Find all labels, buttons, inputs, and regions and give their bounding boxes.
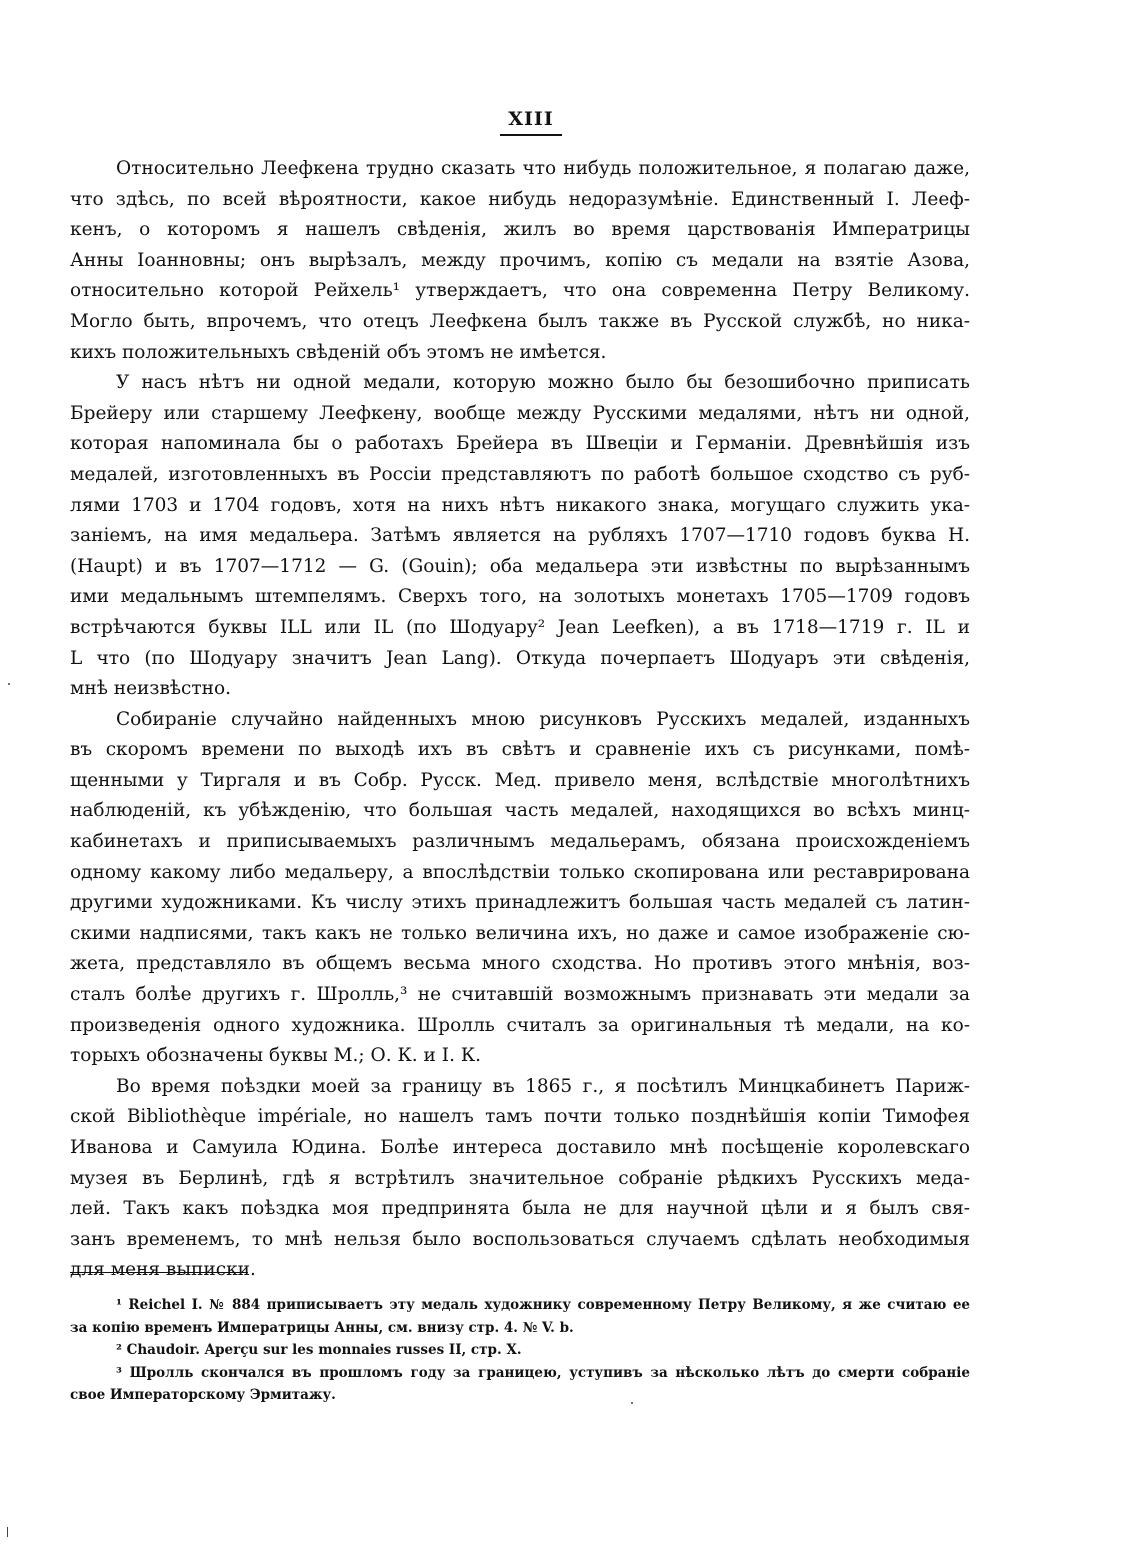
text-line: для меня выписки. bbox=[70, 1259, 256, 1281]
text-line: сталъ болѣе другихъ г. Шролль,³ не считавшій возможнымъ признавать эти медали за bbox=[70, 984, 970, 1006]
footnote-text: Reichel I. № 884 приписываетъ эту медаль художнику современному Петру Великому, я же считаю ее bbox=[128, 1297, 970, 1313]
page-number: XIII bbox=[500, 108, 562, 136]
footnote-marker: ³ bbox=[116, 1364, 122, 1381]
footnotes bbox=[70, 1294, 970, 1407]
text-line: жета, представляло въ общемъ весьма много сходства. Но противъ этого мнѣнія, воз- bbox=[70, 953, 970, 975]
footnote-3 bbox=[70, 1362, 970, 1407]
footnote-line: свое Императорскому Эрмитажу. bbox=[70, 1387, 336, 1403]
scan-speck bbox=[7, 1527, 8, 1537]
text-line: одному какому либо медальеру, а впослѣдствіи только скопирована или реставрирована bbox=[70, 861, 970, 883]
text-line: кихъ положительныхъ свѣденій объ этомъ не имѣется. bbox=[70, 341, 607, 363]
text-line: Относительно Леефкена трудно сказать что нибудь положительное, я полагаю даже, bbox=[116, 158, 970, 179]
text-line: Иванова и Самуила Юдина. Болѣе интереса доставило мнѣ посѣщеніе королевскаго bbox=[70, 1137, 970, 1158]
text-line: произведенія одного художника. Шролль считалъ за оригинальныя тѣ медали, на ко- bbox=[70, 1014, 970, 1036]
text-line: что здѣсь, по всей вѣроятности, какое нибудь недоразумѣніе. Единственный I. Лееф- bbox=[70, 188, 970, 210]
text-line: занъ временемъ, то мнѣ нельзя было воспользоваться случаемъ сдѣлать необходимыя bbox=[70, 1228, 970, 1250]
text-line: относительно которой Рейхель¹ утверждаетъ, что она современна Петру Великому. bbox=[70, 280, 970, 302]
text-line: медалей, изготовленныхъ въ Россіи представляютъ по работѣ большое сходство съ руб- bbox=[70, 463, 970, 485]
text-line: наблюденій, къ убѣжденію, что большая часть медалей, находящихся во всѣхъ минц- bbox=[70, 800, 970, 822]
footnote-2 bbox=[70, 1339, 970, 1362]
text-line: кенъ, о которомъ я нашелъ свѣденія, жилъ во время царствованія Императрицы bbox=[70, 219, 970, 241]
text-line: L что (по Шодуару значитъ Jean Lang). Откуда почерпаетъ Шодуаръ эти свѣденія, bbox=[70, 647, 970, 669]
text-line: Собираніе случайно найденныхъ мною рисунковъ Русскихъ медалей, изданныхъ bbox=[116, 708, 970, 730]
text-line: мнѣ неизвѣстно. bbox=[70, 678, 231, 700]
footnote-divider bbox=[70, 1272, 248, 1273]
text-line: ими медальнымъ штемпелямъ. Сверхъ того, на золотыхъ монетахъ 1705—1709 годовъ bbox=[70, 586, 970, 608]
paragraph bbox=[70, 368, 970, 705]
text-line: скими надписями, такъ какъ не только величина ихъ, но даже и самое изображеніе сю- bbox=[70, 922, 970, 944]
text-line: встрѣчаются буквы ILL или IL (по Шодуару² Jean Leefken), а въ 1718—1719 г. IL и bbox=[70, 616, 970, 638]
text-line: Брейеру или старшему Леефкену, вообще между Русскими медалями, нѣтъ ни одной, bbox=[70, 402, 970, 424]
text-line: въ скоромъ времени по выходѣ ихъ въ свѣтъ и сравненіе ихъ съ рисунками, помѣ- bbox=[70, 739, 970, 761]
paragraph bbox=[70, 1072, 970, 1286]
text-line: щенными у Тиргаля и въ Собр. Русск. Мед. привело меня, вслѣдствіе многолѣтнихъ bbox=[70, 769, 970, 791]
text-line: лей. Такъ какъ поѣздка моя предпринята была не для научной цѣли и я былъ свя- bbox=[70, 1198, 970, 1220]
text-line: которая напоминала бы о работахъ Брейера въ Швеціи и Германіи. Древнѣйшія изъ bbox=[70, 433, 970, 455]
text-line: музея въ Берлинѣ, гдѣ я встрѣтилъ значительное собраніе рѣдкихъ Русскихъ меда- bbox=[70, 1167, 970, 1189]
footnote-line bbox=[70, 1294, 970, 1317]
footnote-text: Chaudoir. Aperçu sur les monnaies russes II, стр. X. bbox=[126, 1342, 522, 1358]
text-line: У насъ нѣтъ ни одной медали, которую можно было бы безошибочно приписать bbox=[116, 372, 970, 394]
scan-speck bbox=[8, 683, 10, 685]
footnote-text: Шролль скончался въ прошломъ году за границею, уступивъ за нѣсколько лѣтъ до смерти собраніе bbox=[129, 1364, 970, 1381]
text-line: заніемъ, на имя медальера. Затѣмъ является на рубляхъ 1707—1710 годовъ буква Н. bbox=[70, 525, 970, 547]
text-line: (Haupt) и въ 1707—1712 — G. (Gouin); оба медальера эти извѣстны по вырѣзаннымъ bbox=[70, 555, 970, 577]
main-text bbox=[70, 154, 970, 1286]
text-line: Во время поѣздки моей за границу въ 1865 г., я посѣтилъ Минцкабинетъ Париж- bbox=[116, 1075, 970, 1097]
text-line: ской Bibliothèque impériale, но нашелъ тамъ почти только позднѣйшія копіи Тимофея bbox=[70, 1106, 970, 1128]
text-line: другими художниками. Къ числу этихъ принадлежитъ большая часть медалей съ латин- bbox=[70, 892, 970, 914]
footnote-line: за копію временъ Императрицы Анны, см. внизу стр. 4. № V. b. bbox=[70, 1319, 574, 1336]
text-line: Могло быть, впрочемъ, что отецъ Леефкена былъ также въ Русской службѣ, но ника- bbox=[70, 310, 970, 332]
text-line: лями 1703 и 1704 годовъ, хотя на нихъ нѣтъ никакого знака, могущаго служить ука- bbox=[70, 494, 970, 516]
scan-speck bbox=[631, 1402, 633, 1404]
footnote-line bbox=[70, 1362, 970, 1385]
text-line: кабинетахъ и приписываемыхъ различнымъ медальерамъ, обязана происхожденіемъ bbox=[70, 831, 970, 853]
footnote-marker: ¹ bbox=[116, 1297, 122, 1313]
footnote-marker: ² bbox=[116, 1342, 122, 1358]
footnote-line bbox=[70, 1339, 970, 1362]
paragraph bbox=[70, 705, 970, 1072]
footnote-1 bbox=[70, 1294, 970, 1339]
text-line: торыхъ обозначены буквы М.; О. К. и I. К. bbox=[70, 1045, 482, 1067]
text-line: Анны Іоанновны; онъ вырѣзалъ, между прочимъ, копію съ медали на взятіе Азова, bbox=[70, 249, 970, 271]
paragraph bbox=[70, 154, 970, 368]
